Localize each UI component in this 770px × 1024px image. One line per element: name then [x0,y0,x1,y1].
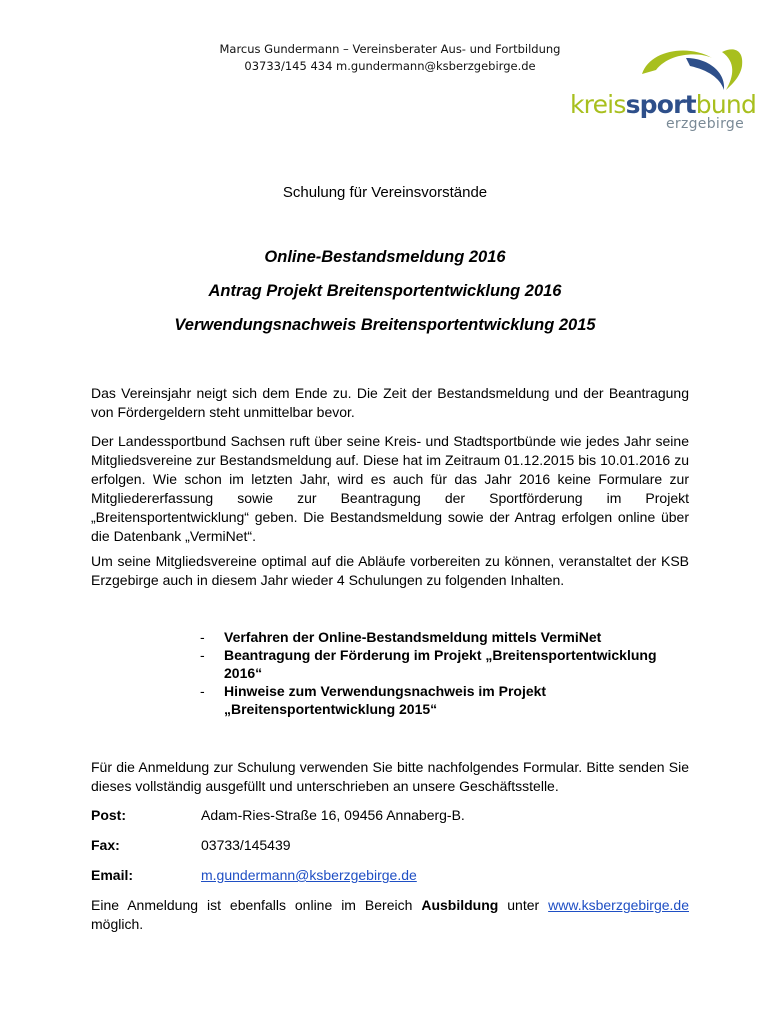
contact-fax-value: 03733/145439 [201,837,291,853]
closing-bold-ausbildung: Ausbildung [421,897,499,913]
topics-list [200,628,690,718]
title-line-1: Online-Bestandsmeldung 2016 [264,248,506,266]
email-link[interactable]: m.gundermann@ksberzgebirge.de [201,867,417,883]
logo-word-sport: sport [625,90,696,119]
closing-text-after: möglich. [91,916,144,932]
paragraph-schulungen: Um seine Mitgliedsvereine optimal auf die Abläufe vorbereiten zu können, veranstaltet der KSB Erzgebirge auch in diesem Jahr wieder 4 Schulungen zu folgenden Inhalten. [91,553,689,588]
logo-subtitle: erzgebirge [666,116,745,132]
paragraph-landessportbund: Der Landessportbund Sachsen ruft über seine Kreis- und Stadtsportbünde wie jedes Jahr seine Mitgliedsvereine zur Bestandsmeldung auf. Diese hat im Zeitraum 01.12.2015 bis 10.01.2016 zu erfolgen. Wie schon im letzten Jahr, wird es auch für das Jahr 2016 keine Formulare zur Mitgliedererfassung sowie zur Beantragung der Sportförderung im Projekt „Breitensportentwicklung“ geben. Die Bestandsmeldung sowie der Antrag erfolgen online über die Datenbank „VermiNet“. [91,433,689,544]
topic-item: - Verfahren der Online-Bestandsmeldung mittels VermiNet [200,628,690,646]
logo-word-kreis: kreis [570,90,626,119]
topic-item: - Beantragung der Förderung im Projekt „Breitensportentwicklung 2016“ [200,646,690,682]
title-line-3: Verwendungsnachweis Breitensportentwicklung 2015 [174,316,596,334]
contact-email-label: Email: [91,867,134,883]
title-block [0,246,770,348]
contact-post-value: Adam-Ries-Straße 16, 09456 Annaberg-B. [201,807,465,823]
closing-text-middle: unter [498,897,549,913]
paragraph-intro: Das Vereinsjahr neigt sich dem Ende zu. Die Zeit der Bestandsmeldung und der Beantragung von Fördergeldern steht unmittelbar bevor. [91,385,689,420]
document-subject: Schulung für Vereinsvorstände [282,184,488,201]
kreissportbund-logo [560,40,757,140]
topic-item: - Hinweise zum Verwendungsnachweis im Projekt „Breitensportentwicklung 2015“ [200,682,690,718]
contact-email-value [201,866,417,885]
paragraph-closing [91,896,689,934]
closing-text-before: Eine Anmeldung ist ebenfalls online im Bereich [91,897,422,913]
title-line-2: Antrag Projekt Breitensportentwicklung 2016 [208,282,562,300]
contact-post-label: Post: [91,807,126,823]
letterhead [190,41,590,75]
contact-fax-label: Fax: [91,837,120,853]
paragraph-anmeldung: Für die Anmeldung zur Schulung verwenden Sie bitte nachfolgendes Formular. Bitte senden Sie dieses vollständig ausgefüllt und unterschrieben an unsere Geschäftsstelle. [91,759,689,794]
logo-word-bund: bund [695,90,757,119]
letterhead-contact-line: 03733/145 434 m.gundermann@ksberzgebirge.de [244,59,536,73]
website-link[interactable]: www.ksberzgebirge.de [548,897,689,913]
letterhead-name-line: Marcus Gundermann – Vereinsberater Aus- und Fortbildung [219,42,561,56]
